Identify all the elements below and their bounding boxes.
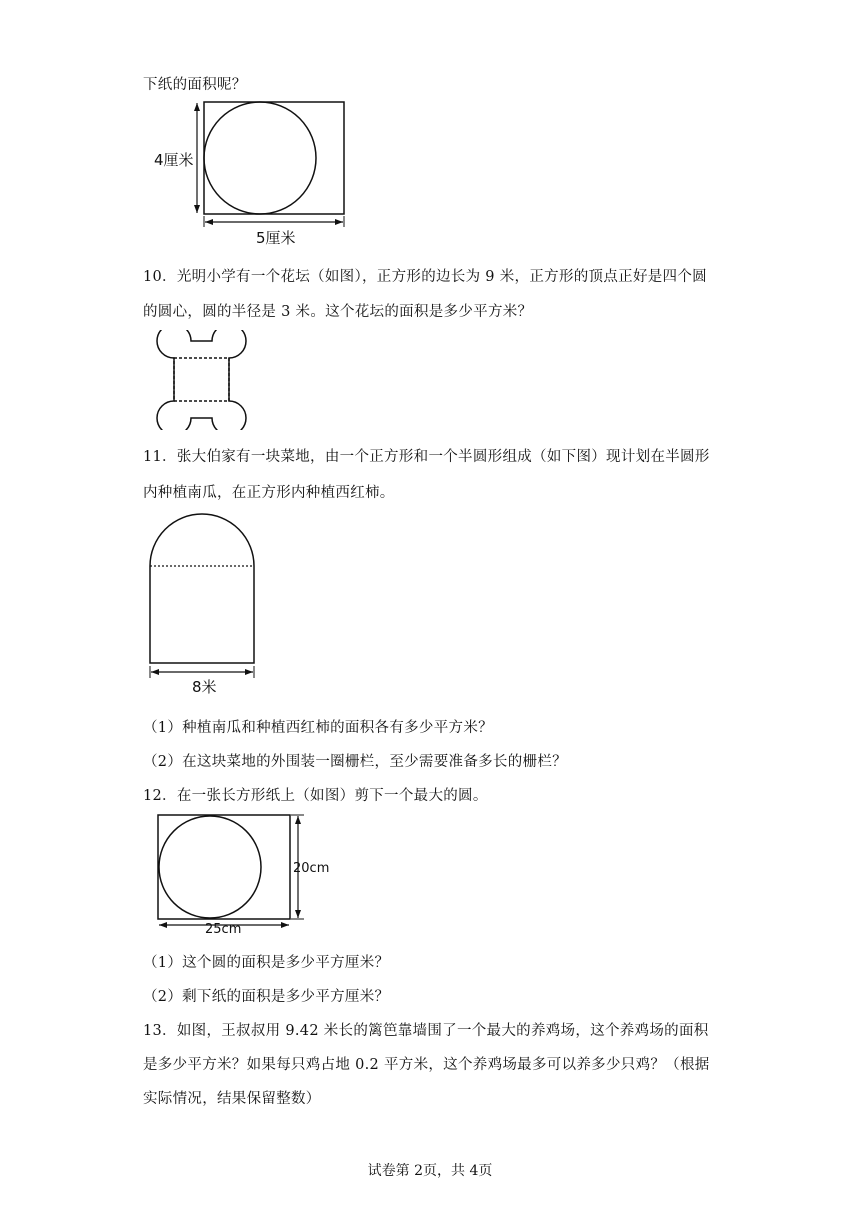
fig11-width-arrow-right	[245, 669, 253, 675]
fig9-rectangle	[204, 102, 344, 214]
fig9-height-label: 4厘米	[154, 151, 194, 169]
fig9-circle	[204, 102, 316, 214]
q13-text-line3: 实际情况，结果保留整数）	[143, 1091, 321, 1107]
fig12-width-label: 25cm	[205, 922, 242, 935]
fig12-width-arrow-left	[159, 922, 167, 928]
fig11-width-arrow-left	[151, 669, 159, 675]
q11-sub1: （1）种植南瓜和种植西红柿的面积各有多少平方米？	[143, 720, 493, 736]
figure-flower-bed-10	[148, 330, 258, 430]
q11-text-line2: 内种植南瓜，在正方形内种植西红柿。	[143, 485, 395, 501]
fig9-height-arrow-bottom	[194, 205, 200, 213]
fig9-height-arrow-top	[194, 103, 200, 111]
fig12-height-arrow-top	[295, 816, 301, 824]
fig9-width-label: 5厘米	[256, 229, 296, 247]
fig12-height-arrow-bottom	[295, 910, 301, 918]
q12-sub1: （1）这个圆的面积是多少平方厘米？	[143, 955, 390, 971]
q12-sub2: （2）剩下纸的面积是多少平方厘米？	[143, 989, 390, 1005]
q9-text-end: 下纸的面积呢？	[143, 77, 247, 93]
q13-text-line1: 13．如图，王叔叔用 9.42 米长的篱笆靠墙围了一个最大的养鸡场，这个养鸡场的面积	[143, 1023, 709, 1039]
q12-text: 12．在一张长方形纸上（如图）剪下一个最大的圆。	[143, 788, 488, 804]
fig12-width-arrow-right	[281, 922, 289, 928]
fig12-circle	[159, 816, 261, 918]
q13-text-line2: 是多少平方米？如果每只鸡占地 0.2 平方米，这个养鸡场最多可以养多少只鸡？（根据	[143, 1057, 710, 1073]
q11-sub2: （2）在这块菜地的外围装一圈栅栏，至少需要准备多长的栅栏？	[143, 754, 567, 770]
figure-rectangle-circle-12	[150, 810, 350, 935]
fig11-semicircle	[150, 514, 254, 566]
q11-text-line1: 11．张大伯家有一块菜地，由一个正方形和一个半圆形组成（如下图）现计划在半圆形	[143, 449, 710, 465]
q10-text-line2: 的圆心，圆的半径是 3 米。这个花坛的面积是多少平方米？	[143, 304, 533, 320]
page-footer: 试卷第 2页，共 4页	[367, 1163, 493, 1179]
fig9-width-arrow-right	[335, 219, 343, 225]
fig9-width-arrow-left	[205, 219, 213, 225]
figure-rectangle-circle-9	[140, 95, 360, 250]
fig11-width-label: 8米	[192, 678, 217, 696]
fig11-square	[150, 566, 254, 663]
fig10-outline	[157, 330, 246, 430]
fig12-height-label: 20cm	[293, 861, 330, 876]
q10-text-line1: 10．光明小学有一个花坛（如图），正方形的边长为 9 米，正方形的顶点正好是四个圆	[143, 269, 707, 285]
figure-vegetable-field-11	[140, 508, 265, 698]
fig12-rectangle	[158, 815, 290, 919]
fig10-square-dashed	[174, 358, 229, 401]
